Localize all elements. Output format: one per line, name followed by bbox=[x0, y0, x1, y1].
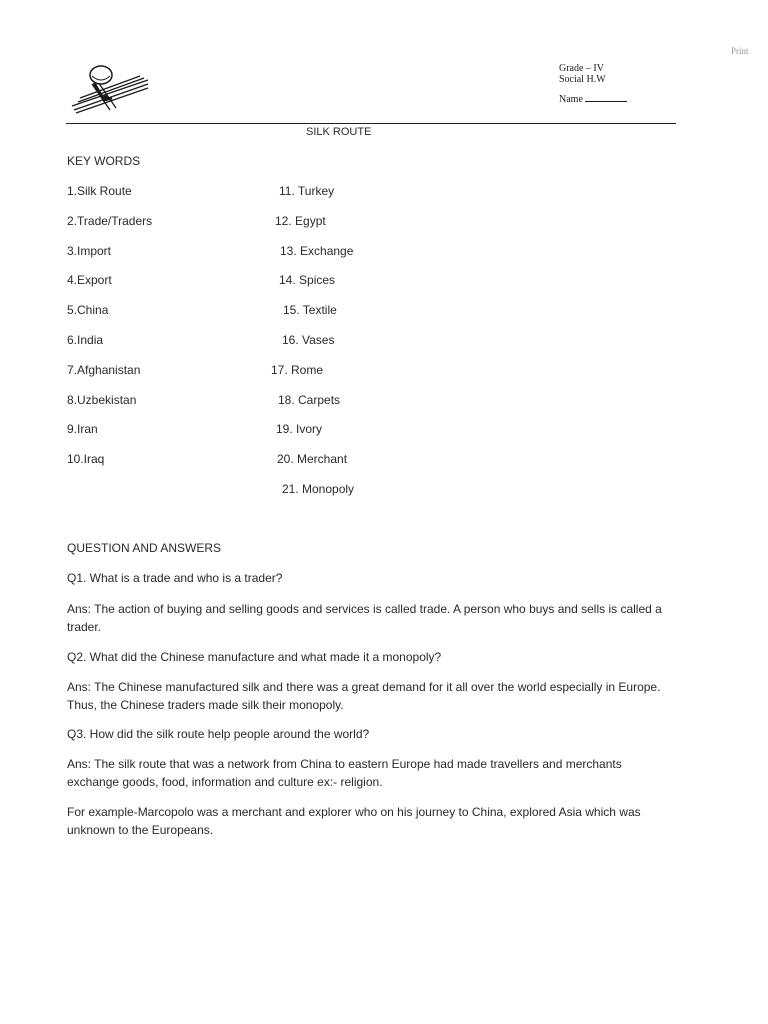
key-word-item: 15. Textile bbox=[283, 303, 337, 317]
school-logo bbox=[70, 62, 150, 114]
key-word-item: 11. Turkey bbox=[279, 184, 335, 198]
key-word-item: 16. Vases bbox=[282, 333, 335, 347]
name-label: Name bbox=[559, 94, 583, 105]
key-word-item: 14. Spices bbox=[279, 273, 336, 287]
key-word-item: 10.Iraq bbox=[67, 452, 105, 466]
answer-1: Ans: The action of buying and selling goods and services is called trade. A person who buys and sells is called a trader. bbox=[67, 602, 662, 634]
key-word-item: 13. Exchange bbox=[280, 244, 354, 258]
header-info bbox=[559, 63, 627, 105]
key-word-item: 9.Iran bbox=[67, 422, 98, 436]
subject-label: Social H.W bbox=[559, 74, 606, 85]
example-paragraph: For example-Marcopolo was a merchant and explorer who on his journey to China, explored Asia which was unknown to the Europeans. bbox=[67, 805, 641, 837]
question-2: Q2. What did the Chinese manufacture and what made it a monopoly? bbox=[67, 650, 442, 664]
key-word-item: 1.Silk Route bbox=[67, 184, 132, 198]
key-word-item: 19. Ivory bbox=[276, 422, 323, 436]
answer-3: Ans: The silk route that was a network from China to eastern Europe had made travellers and merchants exchange goods, food, information and culture ex:- religion. bbox=[67, 757, 622, 789]
answer-2: Ans: The Chinese manufactured silk and there was a great demand for it all over the world especially in Europe. Thus, the Chinese traders made silk their monopoly. bbox=[67, 680, 661, 712]
page-title: SILK ROUTE bbox=[306, 126, 372, 138]
key-word-item: 20. Merchant bbox=[277, 452, 348, 466]
question-3: Q3. How did the silk route help people around the world? bbox=[67, 727, 370, 741]
question-1: Q1. What is a trade and who is a trader? bbox=[67, 571, 283, 585]
grade-label: Grade – IV bbox=[559, 63, 604, 74]
key-word-item: 2.Trade/Traders bbox=[67, 214, 153, 228]
key-word-item: 6.India bbox=[67, 333, 104, 347]
key-word-item: 8.Uzbekistan bbox=[67, 393, 137, 407]
key-word-item: 3.Import bbox=[67, 244, 112, 258]
header-divider bbox=[66, 123, 676, 124]
key-word-item: 18. Carpets bbox=[278, 393, 341, 407]
name-blank-line bbox=[585, 92, 627, 102]
key-word-item: 21. Monopoly bbox=[282, 482, 355, 496]
name-row bbox=[559, 92, 627, 105]
key-words-heading: KEY WORDS bbox=[67, 154, 141, 168]
print-link[interactable]: Print bbox=[731, 46, 749, 56]
key-word-item: 4.Export bbox=[67, 273, 112, 287]
key-word-item: 12. Egypt bbox=[275, 214, 326, 228]
key-word-item: 17. Rome bbox=[271, 363, 324, 377]
key-word-item: 7.Afghanistan bbox=[67, 363, 141, 377]
key-word-item: 5.China bbox=[67, 303, 109, 317]
qa-heading: QUESTION AND ANSWERS bbox=[67, 541, 222, 555]
